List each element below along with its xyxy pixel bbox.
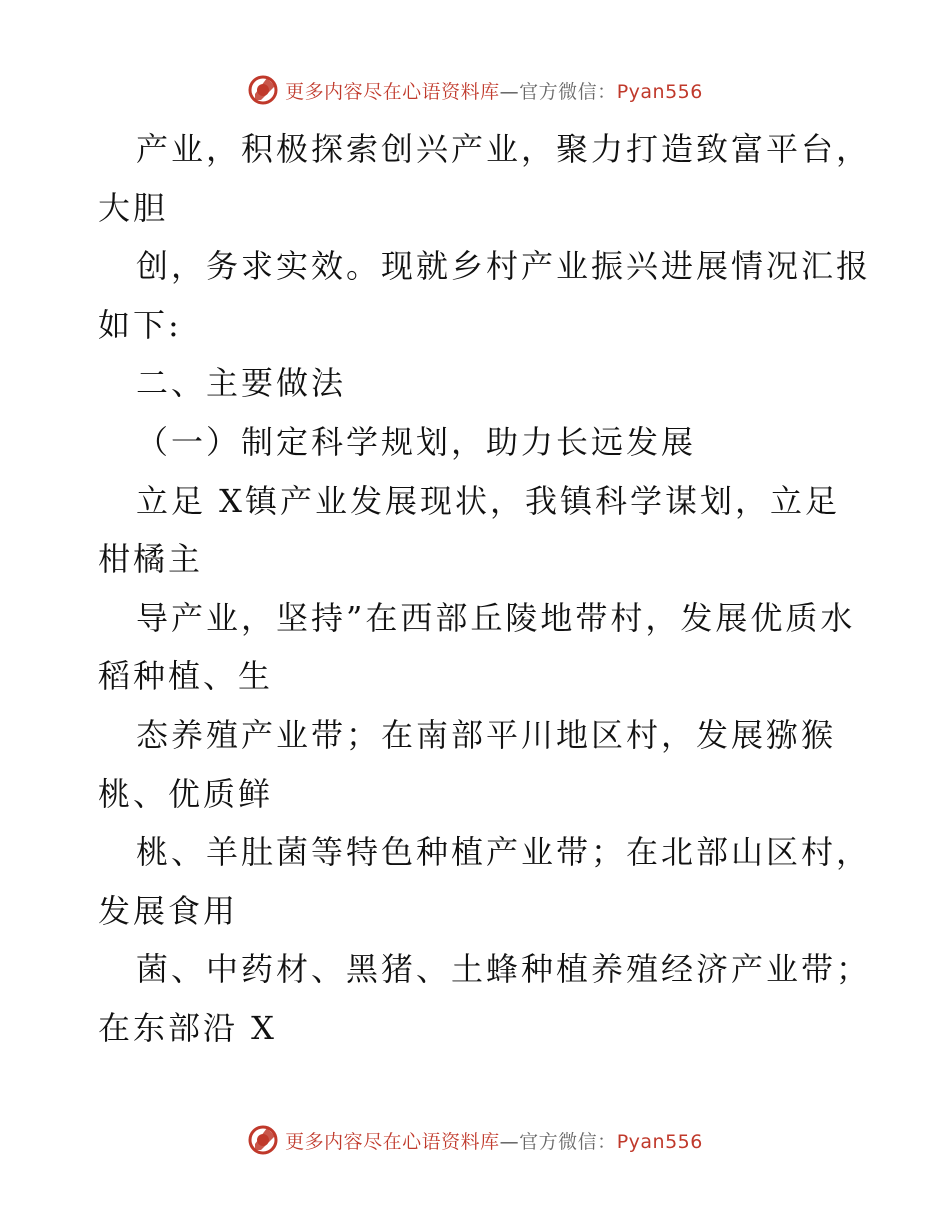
body-line: 桃、羊肚菌等特色种植产业带；在北部山区村， <box>136 833 872 872</box>
body-line: 创，务求实效。现就乡村产业振兴进展情况汇报 <box>136 247 872 286</box>
watermark-separator: — <box>499 80 520 103</box>
watermark-label: 官方微信： <box>519 80 617 103</box>
watermark-id: Pyan556 <box>616 1130 703 1153</box>
body-line: 产业，积极探索创兴产业，聚力打造致富平台， <box>136 130 872 168</box>
subsection-heading: （一）制定科学规划，助力长远发展 <box>136 422 697 461</box>
watermark-text <box>285 77 703 104</box>
body-line: 稻种植、生 <box>98 657 274 696</box>
body-line: 导产业，坚持”在西部丘陵地带村，发展优质水 <box>136 598 856 637</box>
document-body <box>98 120 872 1058</box>
pen-logo-icon <box>247 1124 279 1156</box>
body-line: 柑橘主 <box>98 540 204 579</box>
body-line: 发展食用 <box>98 891 239 930</box>
body-line: 态养殖产业带；在南部平川地区村，发展猕猴 <box>136 715 837 754</box>
watermark-brand: 更多内容尽在心语资料库 <box>285 1130 500 1153</box>
section-heading: 二、主要做法 <box>136 364 347 403</box>
body-line: 在东部沿 X <box>98 1008 277 1047</box>
watermark-brand: 更多内容尽在心语资料库 <box>285 80 500 103</box>
watermark-id: Pyan556 <box>616 80 703 103</box>
header-watermark <box>0 70 950 110</box>
footer-watermark <box>0 1120 950 1160</box>
body-line: 立足 X镇产业发展现状，我镇科学谋划，立足 <box>136 481 840 520</box>
body-line: 如下: <box>98 305 182 344</box>
body-line: 桃、优质鲜 <box>98 774 274 813</box>
body-line: 菌、中药材、黑猪、土蜂种植养殖经济产业带； <box>136 950 872 989</box>
body-line: 大胆 <box>98 188 169 227</box>
pen-logo-icon <box>247 74 279 106</box>
watermark-text <box>285 1127 703 1154</box>
watermark-label: 官方微信： <box>519 1130 617 1153</box>
watermark-separator: — <box>499 1130 520 1153</box>
